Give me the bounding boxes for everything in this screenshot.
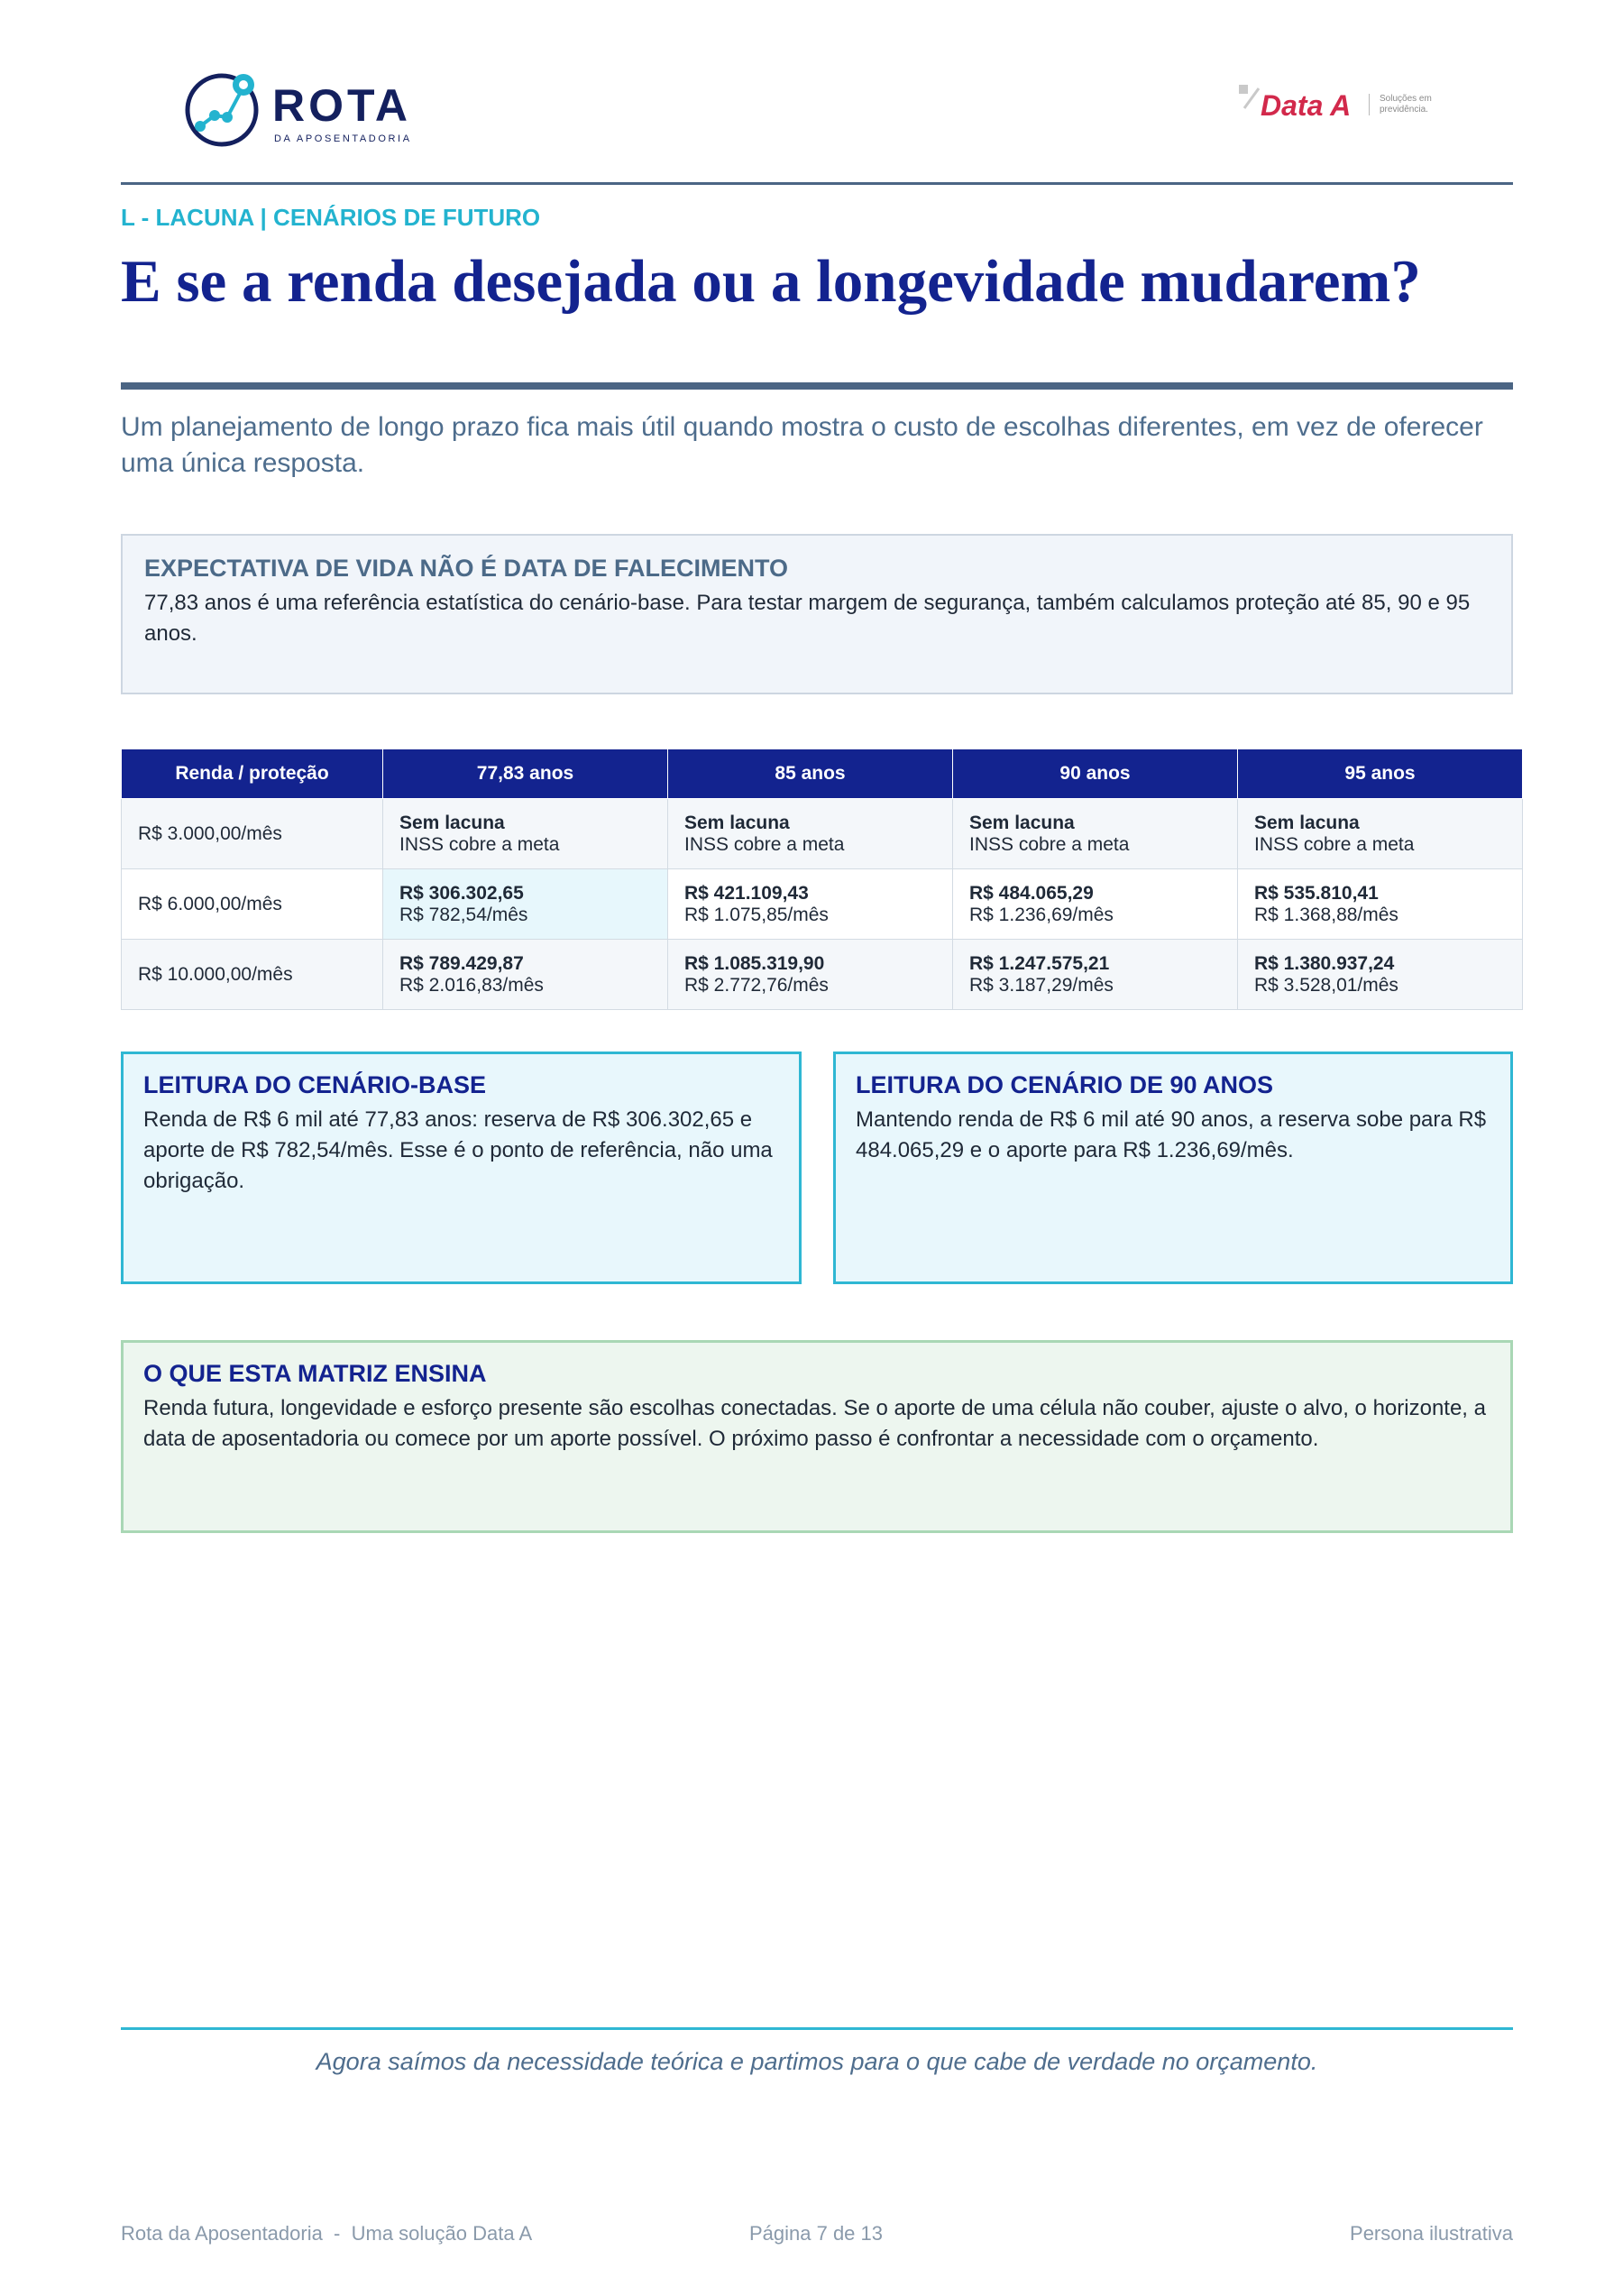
table-cell: Sem lacuna INSS cobre a meta: [383, 799, 668, 869]
scenario-matrix-table: [121, 748, 1523, 1010]
table-cell: R$ 484.065,29 R$ 1.236,69/mês: [953, 869, 1238, 940]
title-divider: [121, 382, 1513, 390]
closing-divider: [121, 2027, 1513, 2030]
table-cell: R$ 1.380.937,24 R$ 3.528,01/mês: [1238, 940, 1523, 1010]
matrix-lesson-body: Renda futura, longevidade e esforço presente são escolhas conectadas. Se o aporte de uma célula não couber, ajuste o alvo, o horizonte, a data de aposentadoria ou comece por um aporte possível. O próximo passo é confrontar a necessidade com o orçamento.: [143, 1396, 1486, 1451]
base-scenario-title: LEITURA DO CENÁRIO-BASE: [143, 1071, 487, 1098]
table-cell-highlighted: R$ 306.302,65 R$ 782,54/mês: [383, 869, 668, 940]
closing-note: Agora saímos da necessidade teórica e partimos para o que cabe de verdade no orçamento.: [316, 2048, 1318, 2075]
life-expectancy-box: [121, 534, 1513, 694]
base-scenario-box: [121, 1052, 802, 1284]
table-header-row: [122, 749, 1523, 799]
footer-page-number: Página 7 de 13: [748, 2222, 884, 2245]
matrix-lesson-box: [121, 1340, 1513, 1533]
column-header: 90 anos: [953, 749, 1238, 799]
header-divider: [121, 182, 1513, 185]
row-label: R$ 6.000,00/mês: [122, 869, 383, 940]
table-row: [122, 869, 1523, 940]
ninety-scenario-body: Mantendo renda de R$ 6 mil até 90 anos, a reserva sobe para R$ 484.065,29 e o aporte para R$ 1.236,69/mês.: [856, 1107, 1487, 1162]
table-cell: Sem lacuna INSS cobre a meta: [953, 799, 1238, 869]
table-cell: Sem lacuna INSS cobre a meta: [1238, 799, 1523, 869]
table-cell: R$ 1.247.575,21 R$ 3.187,29/mês: [953, 940, 1238, 1010]
life-expectancy-body: 77,83 anos é uma referência estatística do cenário-base. Para testar margem de segurança, também calculamos proteção até 85, 90 e 95 anos.: [144, 591, 1471, 646]
row-label: R$ 10.000,00/mês: [122, 940, 383, 1010]
data-a-logo: [1235, 81, 1479, 126]
table-row: [122, 940, 1523, 1010]
table-cell: Sem lacuna INSS cobre a meta: [668, 799, 953, 869]
rota-logo-name: ROTA: [272, 80, 411, 131]
logo-separator: [1369, 94, 1370, 115]
table-cell: R$ 1.085.319,90 R$ 2.772,76/mês: [668, 940, 953, 1010]
page-title: E se a renda desejada ou a longevidade mudarem?: [121, 248, 1421, 315]
column-header: 85 anos: [668, 749, 953, 799]
table-row: [122, 799, 1523, 869]
row-label: R$ 3.000,00/mês: [122, 799, 383, 869]
matrix-lesson-title: O QUE ESTA MATRIZ ENSINA: [143, 1360, 487, 1387]
ninety-scenario-box: [833, 1052, 1513, 1284]
section-kicker: L - LACUNA | CENÁRIOS DE FUTURO: [121, 204, 541, 231]
table-cell: R$ 535.810,41 R$ 1.368,88/mês: [1238, 869, 1523, 940]
ninety-scenario-title: LEITURA DO CENÁRIO DE 90 ANOS: [856, 1071, 1274, 1098]
column-header: 77,83 anos: [383, 749, 668, 799]
column-header: Renda / proteção: [122, 749, 383, 799]
base-scenario-body: Renda de R$ 6 mil até 77,83 anos: reserva de R$ 306.302,65 e aporte de R$ 782,54/mês. Esse é o ponto de referência, não uma obrigação.: [143, 1107, 773, 1193]
table-cell: R$ 421.109,43 R$ 1.075,85/mês: [668, 869, 953, 940]
route-pin-icon: [184, 70, 261, 148]
intro-paragraph: Um planejamento de longo prazo fica mais útil quando mostra o custo de escolhas diferentes, em vez de oferecer uma única resposta.: [121, 412, 1483, 478]
column-header: 95 anos: [1238, 749, 1523, 799]
footer-persona-note: Persona ilustrativa: [1350, 2222, 1513, 2245]
data-a-logo-tagline: Soluções em previdência.: [1380, 94, 1432, 115]
rota-logo: [184, 69, 445, 148]
rota-logo-subtitle: DA APOSENTADORIA: [274, 133, 412, 144]
footer-brand: Rota da Aposentadoria - Uma solução Data A: [121, 2222, 533, 2245]
life-expectancy-title: EXPECTATIVA DE VIDA NÃO É DATA DE FALECIMENTO: [144, 555, 789, 582]
data-a-logo-name: Data A: [1261, 89, 1352, 122]
table-cell: R$ 789.429,87 R$ 2.016,83/mês: [383, 940, 668, 1010]
